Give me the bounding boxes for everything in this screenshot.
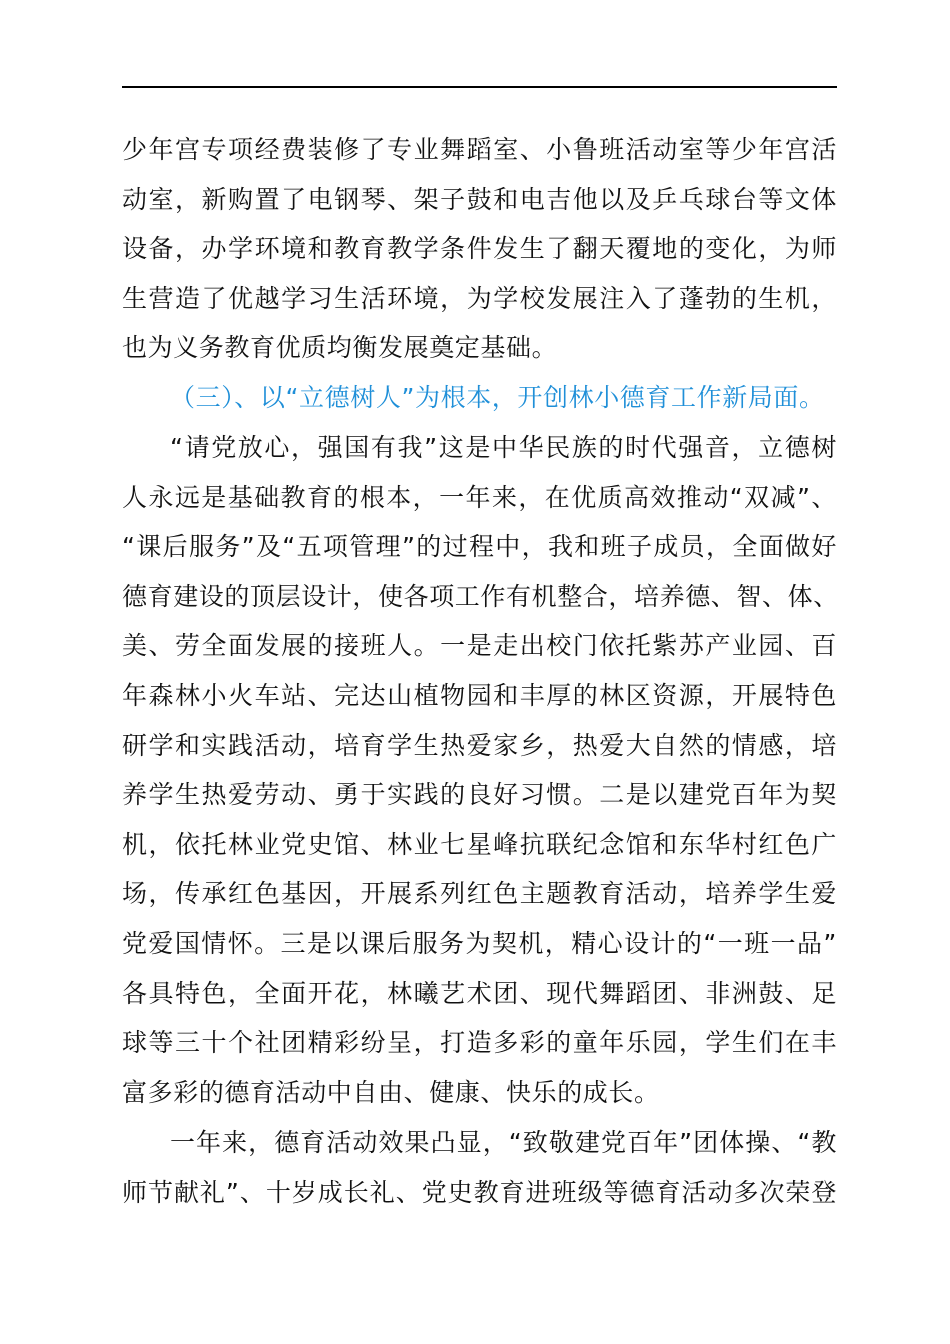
paragraph-continued <box>122 125 837 373</box>
paragraph-results <box>122 1118 837 1217</box>
text-line: 球等三十个社团精彩纷呈，打造多彩的童年乐园，学生们在丰 <box>122 1028 837 1058</box>
text-line: 各具特色，全面开花，林曦艺术团、现代舞蹈团、非洲鼓、足 <box>122 978 837 1008</box>
section-heading: （三）、以“立德树人”为根本，开创林小德育工作新局面。 <box>170 383 825 412</box>
text-line: 生营造了优越学习生活环境，为学校发展注入了蓬勃的生机， <box>122 283 837 313</box>
text-line: 人永远是基础教育的根本，一年来，在优质高效推动“双减”、 <box>122 482 837 512</box>
header-rule <box>122 86 837 88</box>
text-line: 动室，新购置了电钢琴、架子鼓和电吉他以及乒乓球台等文体 <box>122 184 837 214</box>
text-line: 师节献礼”、十岁成长礼、党史教育进班级等德育活动多次荣登 <box>122 1177 837 1207</box>
text-line: 富多彩的德育活动中自由、健康、快乐的成长。 <box>122 1077 660 1107</box>
text-line: “请党放心，强国有我”这是中华民族的时代强音，立德树 <box>170 433 837 462</box>
text-line: 机，依托林业党史馆、林业七星峰抗联纪念馆和东华村红色广 <box>122 829 837 859</box>
text-line: 也为义务教育优质均衡发展奠定基础。 <box>122 333 558 363</box>
text-line: 德育建设的顶层设计，使各项工作有机整合，培养德、智、体、 <box>122 581 839 611</box>
text-line: 场，传承红色基因，开展系列红色主题教育活动，培养学生爱 <box>122 879 837 909</box>
text-line: 养学生热爱劳动、勇于实践的良好习惯。二是以建党百年为契 <box>122 780 837 810</box>
text-line: “课后服务”及“五项管理”的过程中，我和班子成员，全面做好 <box>122 532 837 562</box>
text-line: 一年来，德育活动效果凸显，“致敬建党百年”团体操、“教 <box>170 1128 837 1157</box>
paragraph-moral-education <box>122 423 837 1117</box>
section-heading-block <box>170 373 837 423</box>
text-line: 美、劳全面发展的接班人。一是走出校门依托紫苏产业园、百 <box>122 631 837 661</box>
text-line: 设备，办学环境和教育教学条件发生了翻天覆地的变化，为师 <box>122 234 837 264</box>
text-line: 党爱国情怀。三是以课后服务为契机，精心设计的“一班一品” <box>122 928 837 958</box>
text-line: 研学和实践活动，培育学生热爱家乡，热爱大自然的情感，培 <box>122 730 837 760</box>
text-line: 少年宫专项经费装修了专业舞蹈室、小鲁班活动室等少年宫活 <box>122 135 837 164</box>
text-line: 年森林小火车站、完达山植物园和丰厚的林区资源，开展特色 <box>122 680 837 710</box>
